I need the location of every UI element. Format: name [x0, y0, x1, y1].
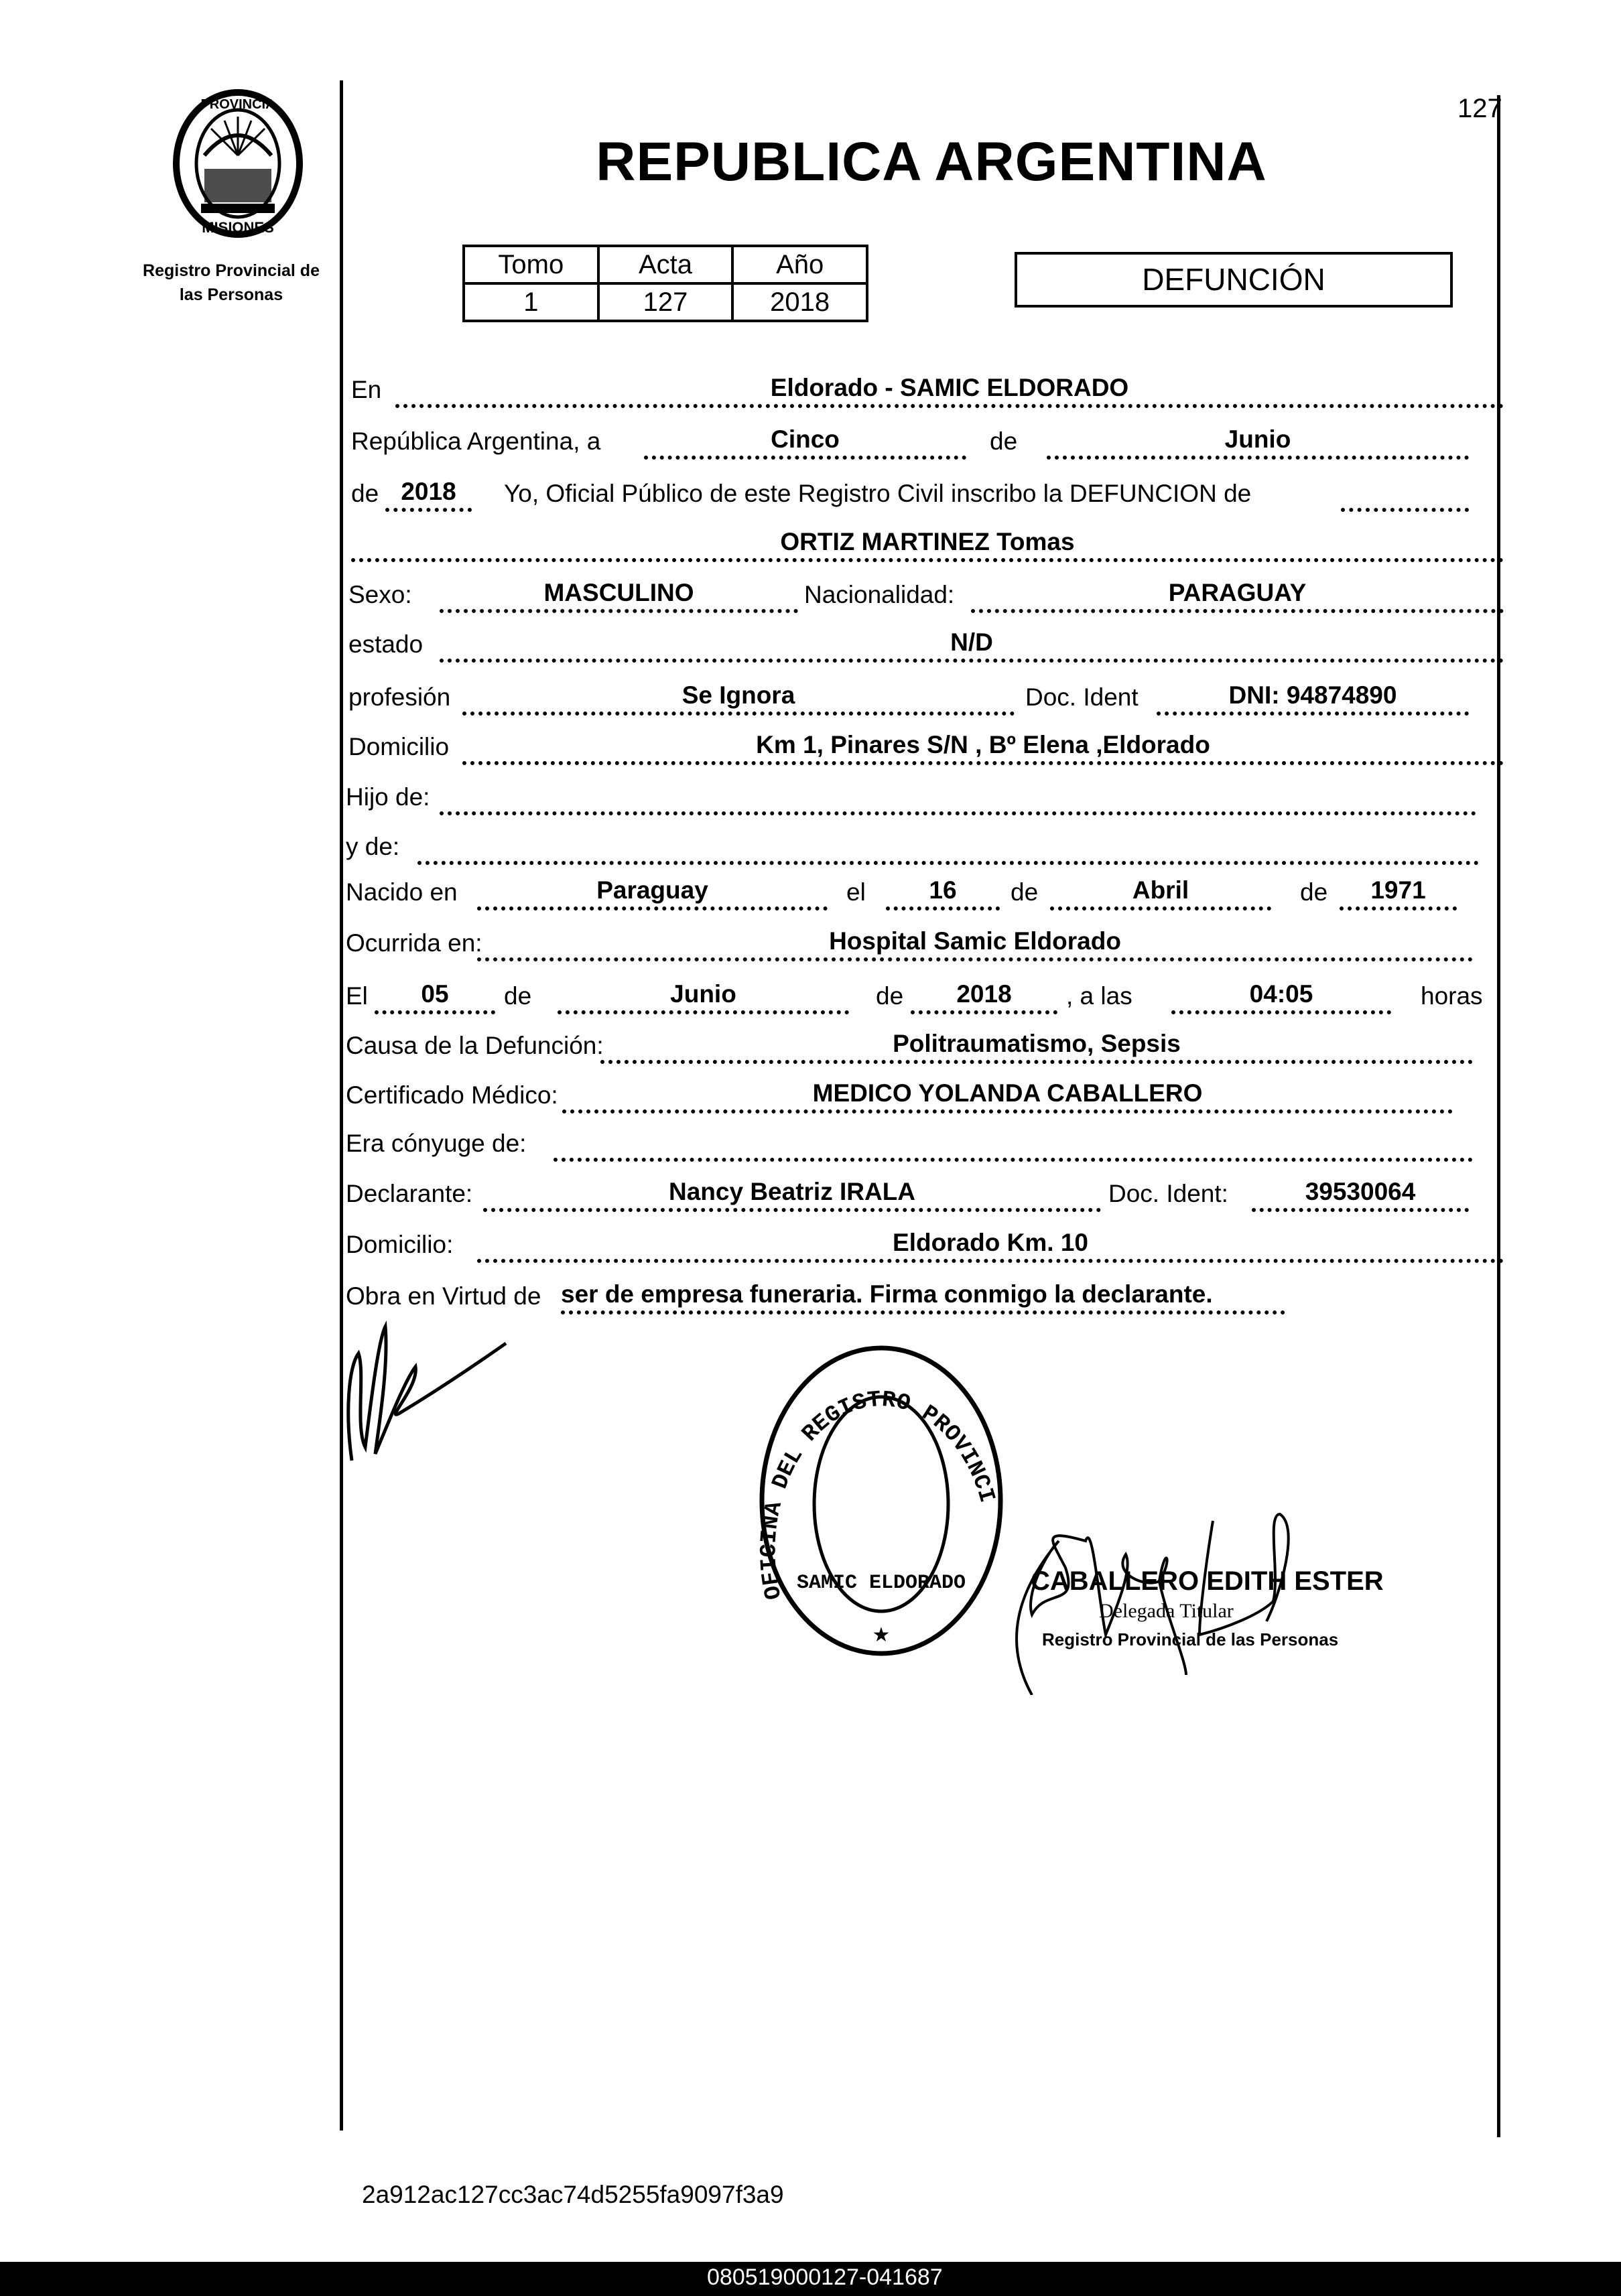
nationality-label: Nacionalidad:	[804, 581, 955, 608]
page-title: REPUBLICA ARGENTINA	[596, 131, 1267, 192]
svg-text:OFICINA DEL REGISTRO PROVINCIA: OFICINA DEL REGISTRO PROVINCI	[757, 1388, 999, 1602]
footer-bar	[0, 2262, 1621, 2296]
born-in-label: Nacido en	[346, 878, 458, 906]
blank-field	[1341, 477, 1469, 512]
handwritten-signature-icon	[985, 1501, 1387, 1695]
spouse-field	[554, 1127, 1473, 1162]
occurred-in-label: Ocurrida en:	[346, 929, 482, 957]
year-field: 2018	[385, 477, 472, 512]
nationality-field: PARAGUAY	[971, 578, 1504, 613]
marital-status-label: estado	[348, 630, 424, 658]
seal-stamp-icon	[757, 1343, 1005, 1658]
official-office: Registro Provincial de las Personas	[1042, 1629, 1339, 1649]
el-label: El	[346, 982, 368, 1010]
page-number: 127	[1457, 94, 1502, 123]
official-role: Delegada Titular	[1099, 1600, 1234, 1622]
left-margin-line	[340, 80, 343, 2131]
header-tomo: Tomo	[464, 246, 598, 283]
de-label: de	[876, 982, 904, 1010]
handwritten-signature-icon	[338, 1313, 539, 1474]
birth-day-field: 16	[886, 876, 1000, 910]
place-field: Eldorado - SAMIC ELDORADO	[395, 373, 1504, 408]
registry-line-1: Registro Provincial de	[143, 261, 320, 280]
record-table-header-row	[464, 246, 867, 283]
hours-label: horas	[1421, 982, 1483, 1010]
de-label: de	[504, 982, 532, 1010]
medical-certificate-field: MEDICO YOLANDA CABALLERO	[562, 1079, 1453, 1113]
registry-name	[131, 259, 332, 307]
father-field	[440, 781, 1476, 815]
record-table-value-row	[464, 283, 867, 321]
day-field: Cinco	[644, 425, 966, 460]
declarant-field: Nancy Beatriz IRALA	[483, 1177, 1101, 1212]
deceased-name-field: ORTIZ MARTINEZ Tomas	[351, 527, 1504, 562]
declarant-id-label: Doc. Ident:	[1108, 1180, 1228, 1207]
official-name: CABALLERO EDITH ESTER	[1031, 1566, 1384, 1596]
de-label: de	[1300, 878, 1328, 906]
child-of-label: Hijo de:	[346, 783, 430, 811]
en-label: En	[351, 376, 382, 403]
death-time-field: 04:05	[1171, 980, 1391, 1014]
header-anio: Año	[732, 246, 867, 283]
record-table	[462, 245, 868, 322]
sex-label: Sexo:	[348, 581, 412, 608]
birthplace-field: Paraguay	[477, 876, 828, 910]
at-label: , a las	[1066, 982, 1132, 1010]
official-signature	[985, 1501, 1387, 1695]
svg-text:★: ★	[872, 1624, 891, 1646]
id-doc-label: Doc. Ident	[1025, 683, 1139, 711]
document-hash: 2a912ac127cc3ac74d5255fa9097f3a9	[362, 2181, 784, 2208]
id-doc-field: DNI: 94874890	[1157, 681, 1469, 716]
birth-month-field: Abril	[1050, 876, 1271, 910]
el-label: el	[846, 878, 866, 906]
cause-field: Politraumatismo, Sepsis	[600, 1029, 1473, 1064]
svg-text:PROVINCIA: PROVINCIA	[200, 97, 275, 112]
by-virtue-field: ser de empresa funeraria. Firma conmigo la declarante.	[561, 1280, 1285, 1314]
republica-label: República Argentina, a	[351, 427, 601, 455]
death-place-field: Hospital Samic Eldorado	[477, 927, 1473, 961]
and-of-label: y de:	[346, 833, 400, 860]
declarant-signature	[338, 1313, 539, 1474]
footer-code: 080519000127-041687	[707, 2265, 943, 2290]
document-type-box: DEFUNCIÓN	[1015, 252, 1453, 308]
declarant-id-field: 39530064	[1252, 1177, 1469, 1212]
svg-text:MISIONES: MISIONES	[202, 219, 274, 236]
de-label: de	[990, 427, 1018, 455]
by-virtue-label: Obra en Virtud de	[346, 1282, 541, 1310]
month-field: Junio	[1047, 425, 1469, 460]
death-year-field: 2018	[911, 980, 1057, 1014]
address-label: Domicilio	[348, 733, 450, 760]
de-label: de	[351, 480, 379, 507]
value-anio: 2018	[732, 283, 867, 321]
declaration-text: Yo, Oficial Público de este Registro Civil inscribo la DEFUNCION de	[504, 480, 1252, 507]
declarant-address-label: Domicilio:	[346, 1231, 454, 1258]
de-label: de	[1011, 878, 1039, 906]
value-tomo: 1	[464, 283, 598, 321]
marital-status-field: N/D	[440, 628, 1504, 663]
birth-year-field: 1971	[1340, 876, 1457, 910]
mother-field	[417, 830, 1479, 865]
declarant-address-field: Eldorado Km. 10	[477, 1228, 1504, 1263]
spouse-label: Era cónyuge de:	[346, 1130, 527, 1157]
header-acta: Acta	[598, 246, 733, 283]
cause-label: Causa de la Defunción:	[346, 1032, 604, 1059]
profession-field: Se Ignora	[462, 681, 1015, 716]
registry-line-2: las Personas	[179, 285, 283, 304]
medical-certificate-label: Certificado Médico:	[346, 1081, 558, 1109]
sex-field: MASCULINO	[440, 578, 798, 613]
svg-text:SAMIC ELDORADO: SAMIC ELDORADO	[796, 1572, 966, 1595]
registry-stamp	[757, 1343, 1005, 1658]
declarant-label: Declarante:	[346, 1180, 473, 1207]
death-month-field: Junio	[558, 980, 849, 1014]
address-field: Km 1, Pinares S/N , Bº Elena ,Eldorado	[462, 730, 1504, 765]
value-acta: 127	[598, 283, 733, 321]
death-day-field: 05	[375, 980, 495, 1014]
profession-label: profesión	[348, 683, 451, 711]
